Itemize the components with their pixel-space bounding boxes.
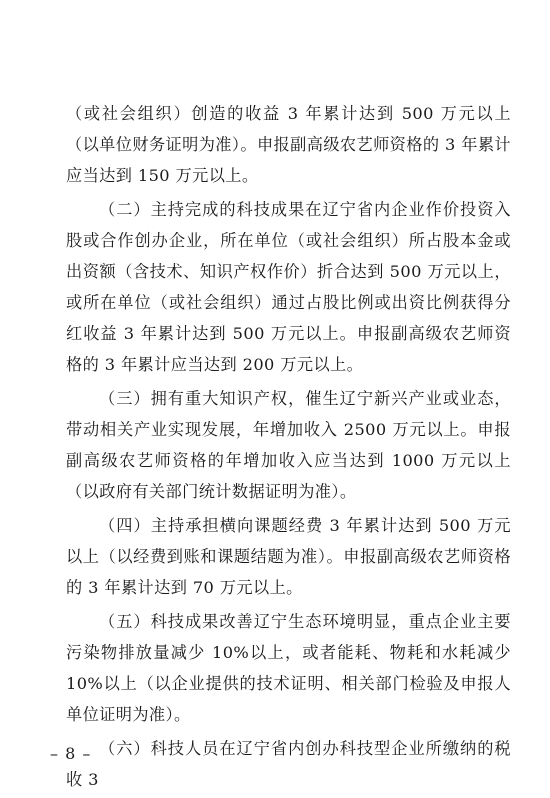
page-number: – 8 – — [50, 744, 92, 763]
paragraph-item-6: （六）科技人员在辽宁省内创办科技型企业所缴纳的税收 3 — [66, 739, 511, 789]
paragraph-item-2: （二）主持完成的科技成果在辽宁省内企业作价投资入股或合作创办企业，所在单位（或社会组织）所占股本金或出资额（含技术、知识产权作价）折合达到 500 万元以上，或所在单位（或社会组织）通过占股比例或出资比例获得分红收益 3 年累计达到 500 万元以上。申报副高级农艺师资格的 3 年累计应当达到 200 万元以上。 — [66, 200, 511, 374]
paragraph-item-3: （三）拥有重大知识产权，催生辽宁新兴产业或业态，带动相关产业实现发展，年增加收入 2500 万元以上。申报副高级农艺师资格的年增加收入应当达到 1000 万元以上（以政府有关部门统计数据证明为准）。 — [66, 389, 511, 501]
document-body — [66, 98, 511, 798]
paragraph-continued: （或社会组织）创造的收益 3 年累计达到 500 万元以上（以单位财务证明为准）。申报副高级农艺师资格的 3 年累计应当达到 150 万元以上。 — [66, 104, 511, 185]
paragraph-item-5: （五）科技成果改善辽宁生态环境明显，重点企业主要污染物排放量减少 10%以上，或者能耗、物耗和水耗减少 10%以上（以企业提供的技术证明、相关部门检验及申报人单位证明为准）。 — [66, 612, 511, 724]
paragraph-item-4: （四）主持承担横向课题经费 3 年累计达到 500 万元以上（以经费到账和课题结题为准）。申报副高级农艺师资格的 3 年累计达到 70 万元以上。 — [66, 516, 511, 597]
